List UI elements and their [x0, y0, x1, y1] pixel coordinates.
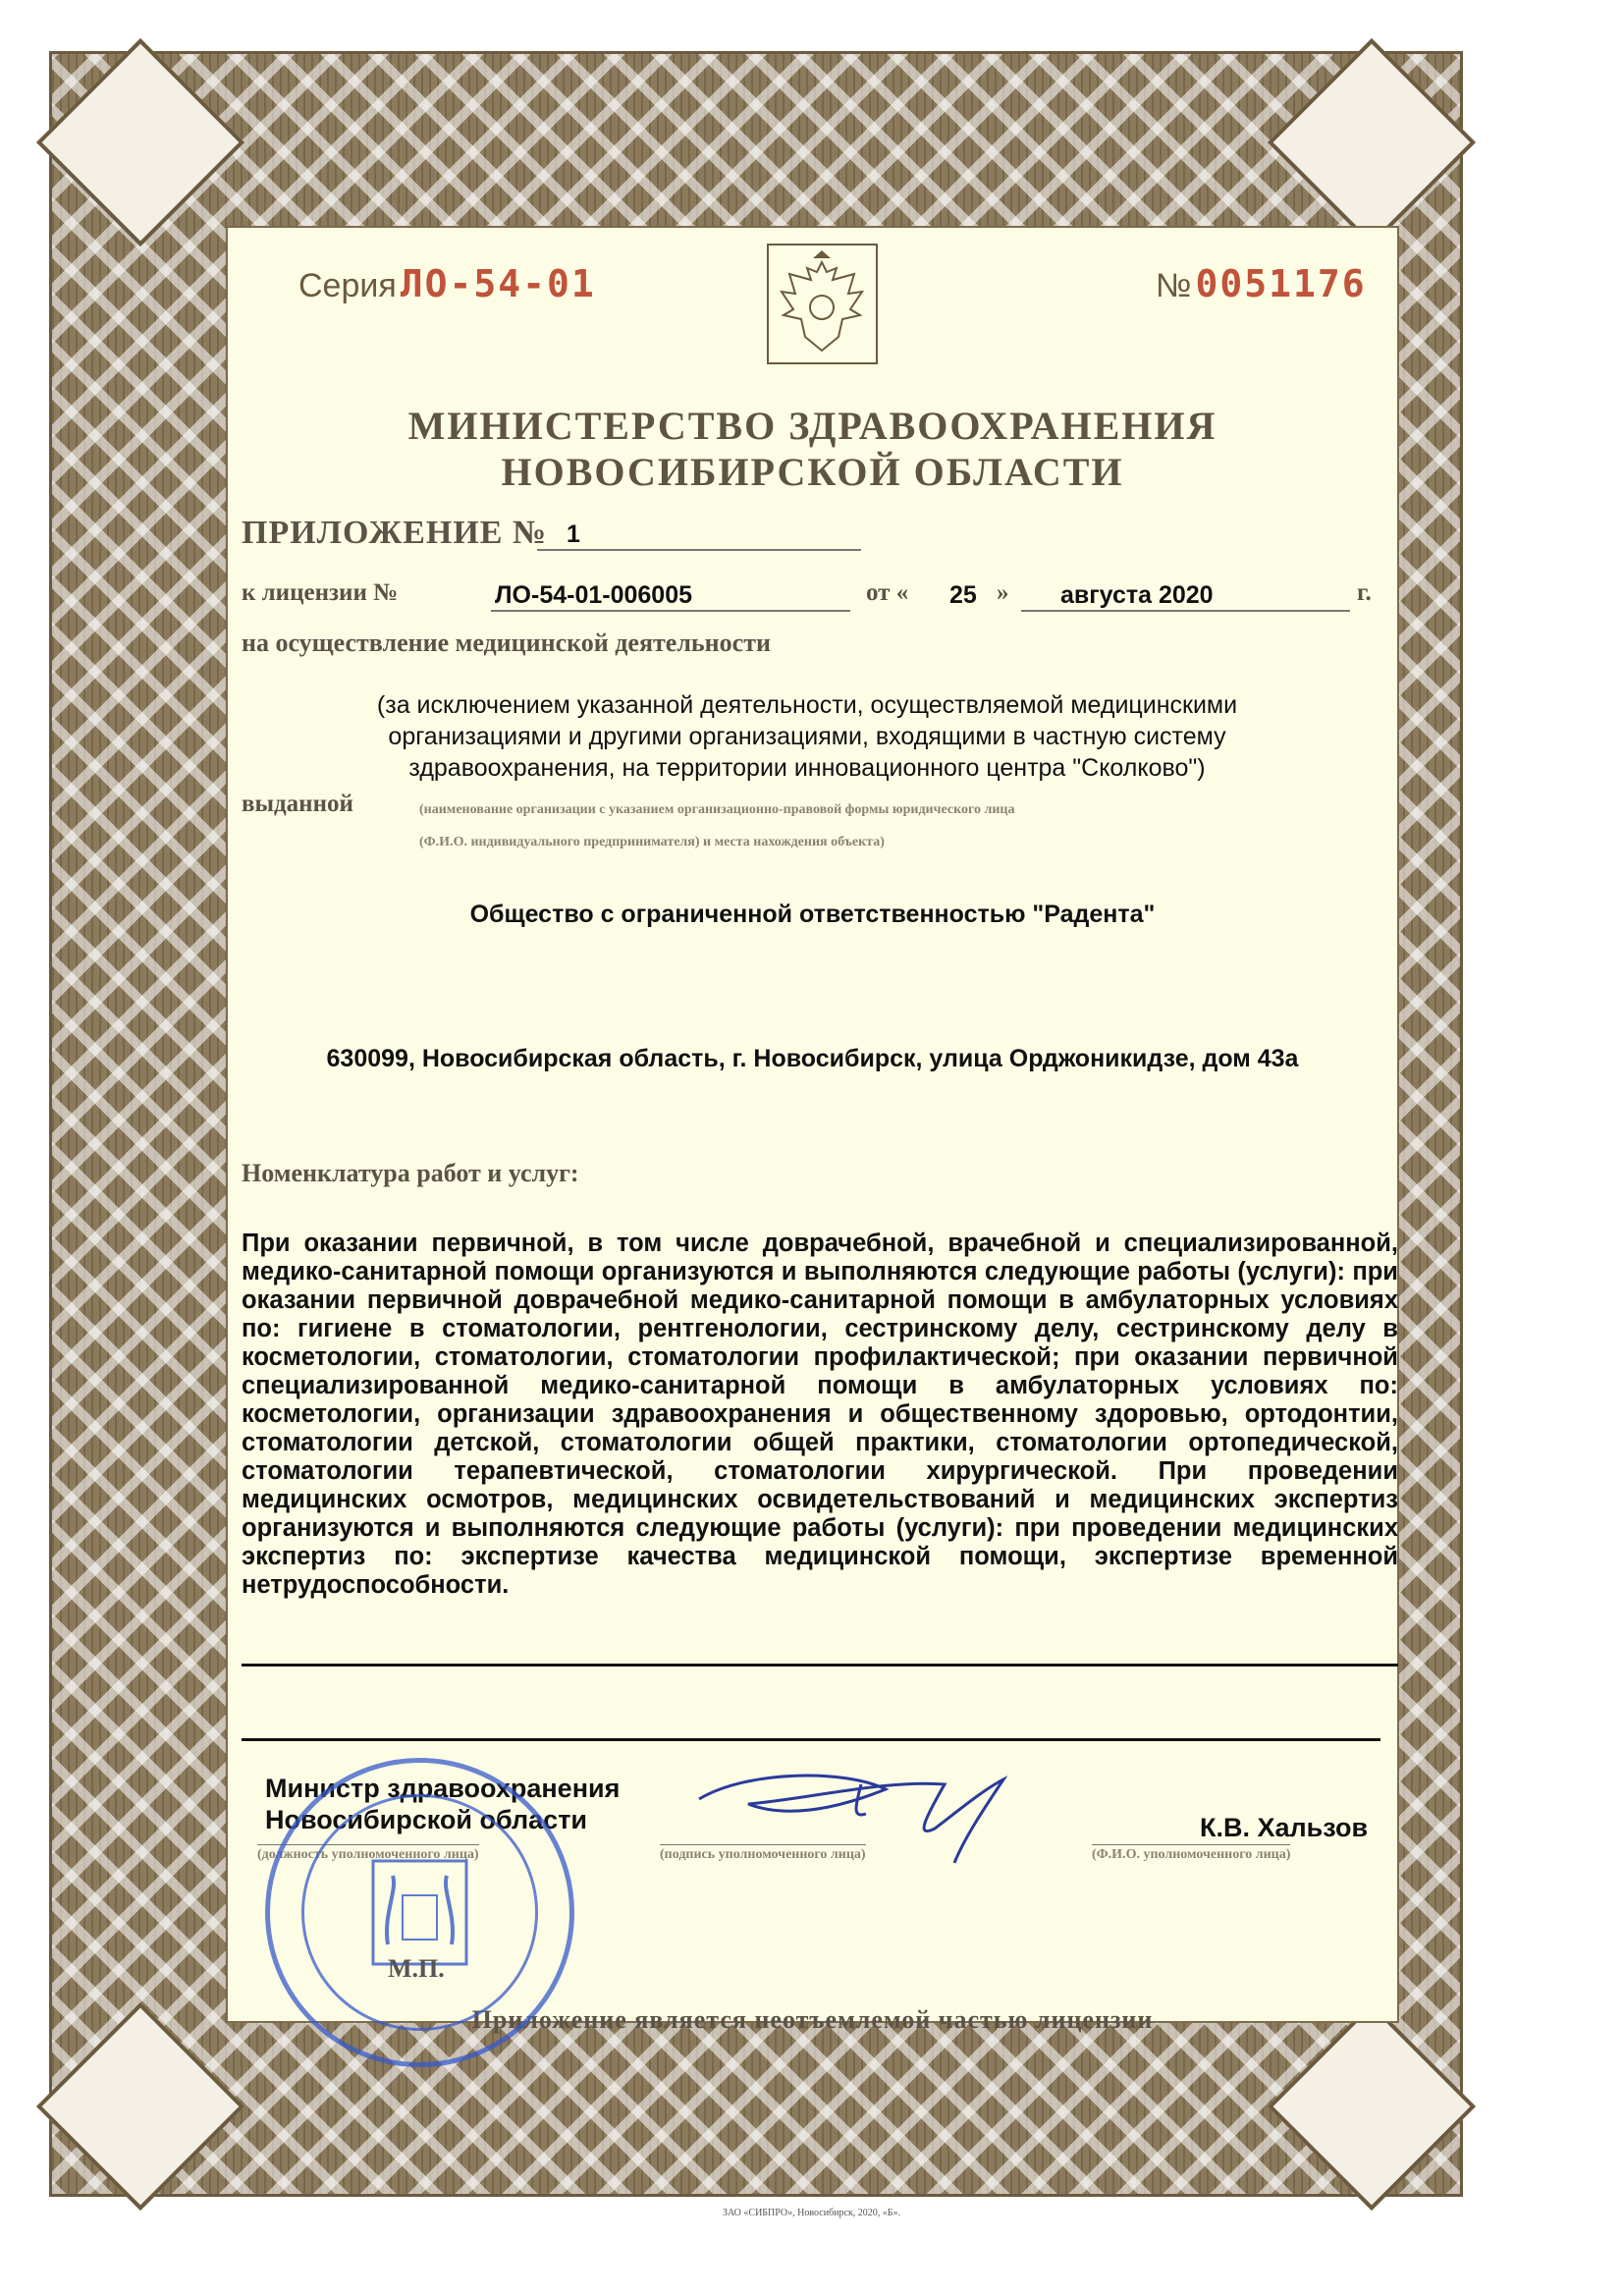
number-label: № — [1156, 267, 1192, 304]
exclusion-note-line: (за исключением указанной деятельности, осуществляемой медицинскими — [376, 691, 1238, 719]
appendix-footer-note: Приложение является неотъемлемой частью лицензии — [471, 2005, 1154, 2034]
license-number: ЛО-54-01-006005 — [491, 581, 850, 612]
issued-label: выданной — [242, 791, 353, 817]
number-value: 0051176 — [1195, 262, 1367, 305]
series-label: Серия — [298, 267, 397, 304]
issued-hint-line1: (наименование организации с указанием организационно-правовой формы юридического лица — [419, 802, 1015, 817]
stamp-mark: М.П. — [388, 1954, 445, 1983]
signatory-name: К.В. Хальзов — [1200, 1813, 1369, 1842]
activity-label: на осуществление медицинской деятельности — [242, 629, 771, 657]
authority-title-line1: МИНИСТЕРСТВО ЗДРАВООХРАНЕНИЯ — [407, 404, 1217, 448]
appendix-label: ПРИЛОЖЕНИЕ № — [242, 515, 548, 551]
series-value: ЛО-54-01 — [400, 262, 596, 305]
license-year-suffix: г. — [1357, 579, 1372, 606]
name-caption: (Ф.И.О. уполномоченного лица) — [1092, 1844, 1290, 1863]
position-caption: (должность уполномоченного лица) — [257, 1844, 479, 1863]
exclusion-note-line: здравоохранения, на территории инновационного центра "Сколково") — [408, 754, 1206, 782]
signature-caption: (подпись уполномоченного лица) — [660, 1844, 866, 1863]
signature-rule — [242, 1738, 1380, 1741]
exclusion-note-line: организациями и другими организациями, входящими в частную систему — [388, 723, 1226, 750]
text-end-rule — [242, 1664, 1398, 1667]
appendix-value: 1 — [537, 520, 861, 551]
printer-imprint: ЗАО «СИБПРО», Новосибирск, 2020, «Б». — [722, 2208, 901, 2218]
license-day: 25 — [949, 581, 977, 609]
nomenclature-label: Номенклатура работ и услуг: — [242, 1159, 579, 1187]
nomenclature-text: При оказании первичной, в том числе доврачебной, врачебной и специализированной, медико-санитарной помощи организуются и выполняются следующие работы (услуги): при оказании первичной доврачебной медико-санитарной помощи в амбулаторных условиях по: гигиене в стоматологии, рентгенологии, сестринскому делу, сестринскому делу в косметологии, стоматологии, стоматологии профилактической; при оказании первичной специализированной медико-санитарной помощи в амбулаторных условиях по: косметологии, организации здравоохранения и общественному здоровью, ортодонтии, стоматологии детской, стоматологии общей практики, стоматологии ортопедической, стоматологии терапевтической, стоматологии хирургической. При проведении медицинских осмотров, медицинских освидетельствований и медицинских экспертиз организуются и выполняются следующие работы (услуги): при проведении медицинских экспертиз по: экспертизе качества медицинской помощи, экспертизе временной нетрудоспособности. — [242, 1230, 1398, 1599]
license-label: к лицензии № — [242, 579, 399, 606]
license-from-label: от « — [866, 579, 909, 606]
number-block — [1156, 262, 1367, 305]
series-block — [298, 262, 596, 305]
license-day-close: » — [997, 579, 1009, 606]
authority-title-line2: НОВОСИБИРСКОЙ ОБЛАСТИ — [501, 450, 1124, 494]
issued-hint-line2: (Ф.И.О. индивидуального предпринимателя) и места нахождения объекта) — [419, 835, 885, 849]
coat-of-arms-icon — [766, 243, 879, 365]
official-stamp — [265, 1758, 574, 2067]
signatory-position-line2: Новосибирской области — [265, 1805, 588, 1834]
signatory-position-line1: Министр здравоохранения — [265, 1774, 621, 1803]
organization-name: Общество с ограниченной ответственностью "Радента" — [469, 901, 1156, 928]
document-sheet — [226, 226, 1399, 2034]
license-month-year: августа 2020 — [1021, 581, 1350, 612]
organization-address: 630099, Новосибирская область, г. Новосибирск, улица Орджоникидзе, дом 43а — [326, 1045, 1299, 1072]
exclusion-note — [316, 689, 1298, 784]
